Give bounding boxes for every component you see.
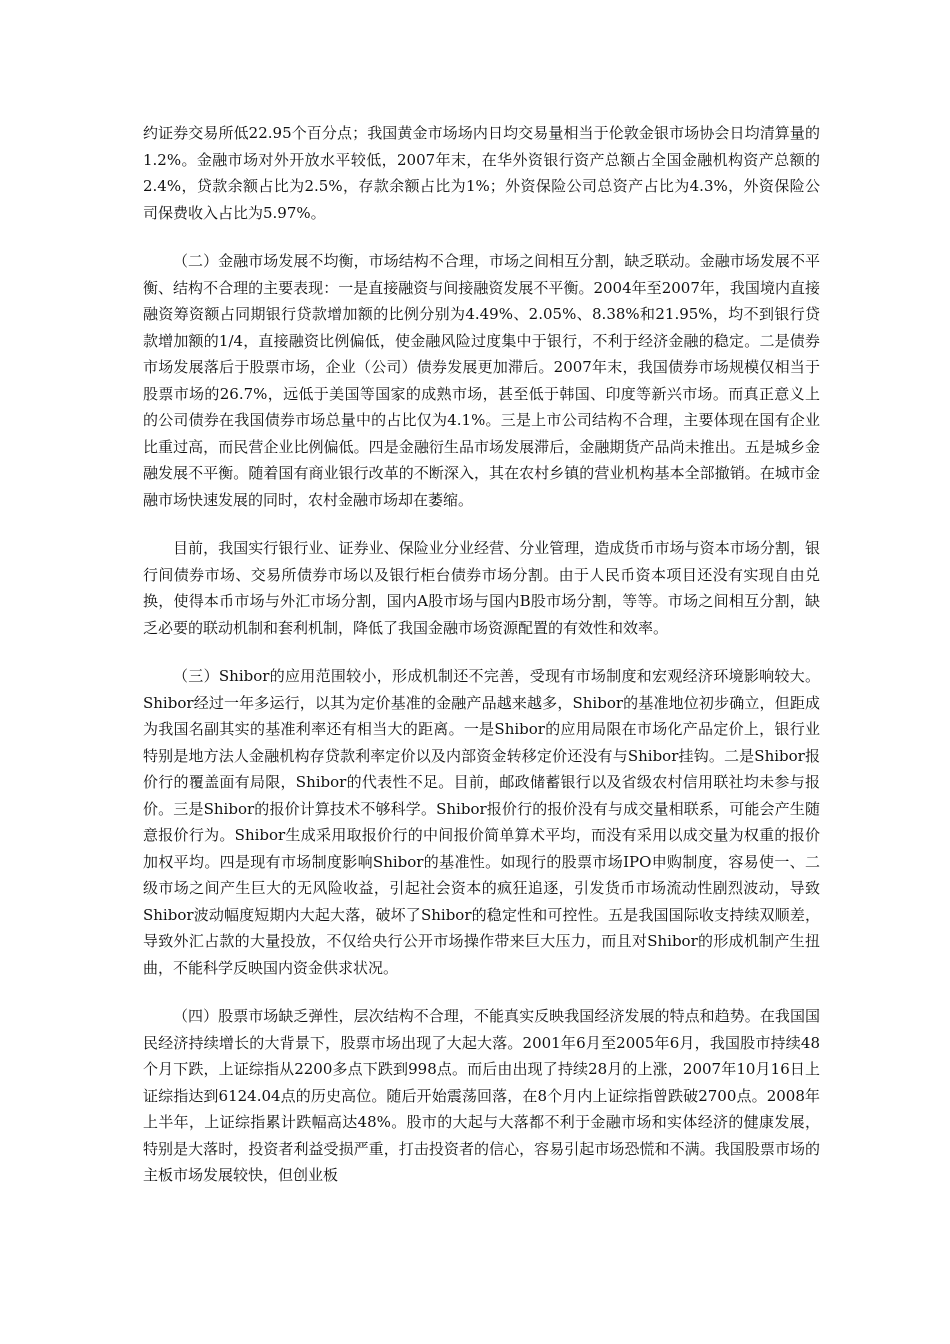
paragraph-market-segmentation: 目前，我国实行银行业、证券业、保险业分业经营、分业管理，造成货币市场与资本市场分割，银行间债券市场、交易所债券市场以及银行柜台债券市场分割。由于人民币资本项目还没有实现自由兑换，使得本币市场与外汇市场分割，国内A股市场与国内B股市场分割，等等。市场之间相互分割，缺乏必要的联动机制和套利机制，降低了我国金融市场资源配置的有效性和效率。 [143,539,820,637]
document-body [143,120,820,1189]
paragraph-foreign-openness: 约证券交易所低22.95个百分点；我国黄金市场场内日均交易量相当于伦敦金银市场协会日均清算量的1.2%。金融市场对外开放水平较低，2007年末，在华外资银行资产总额占全国金融机构资产总额的2.4%，贷款余额占比为2.5%，存款余额占比为1%；外资保险公司总资产占比为4.3%，外资保险公司保费收入占比为5.97%。 [143,124,820,222]
paragraph-stock-market: （四）股票市场缺乏弹性，层次结构不合理，不能真实反映我国经济发展的特点和趋势。在我国国民经济持续增长的大背景下，股票市场出现了大起大落。2001年6月至2005年6月，我国股市持续48个月下跌，上证综指从2200多点下跌到998点。而后由出现了持续28月的上涨，2007年10月16日上证综指达到6124.04点的历史高位。随后开始震荡回落，在8个月内上证综指曾跌破2700点。2008年上半年，上证综指累计跌幅高达48%。股市的大起与大落都不利于金融市场和实体经济的健康发展，特别是大落时，投资者利益受损严重，打击投资者的信心，容易引起市场恐慌和不满。我国股票市场的主板市场发展较快，但创业板 [143,1007,820,1184]
paragraph-shibor: （三）Shibor的应用范围较小，形成机制还不完善，受现有市场制度和宏观经济环境影响较大。Shibor经过一年多运行，以其为定价基准的金融产品越来越多，Shibor的基准地位初步确立，但距成为我国名副其实的基准利率还有相当大的距离。一是Shibor的应用局限在市场化产品定价上，银行业特别是地方法人金融机构存贷款利率定价以及内部资金转移定价还没有与Shibor挂钩。二是Shibor报价行的覆盖面有局限，Shibor的代表性不足。目前，邮政储蓄银行以及省级农村信用联社均未参与报价。三是Shibor的报价计算技术不够科学。Shibor报价行的报价没有与成交量相联系，可能会产生随意报价行为。Shibor生成采用取报价行的中间报价简单算术平均，而没有采用以成交量为权重的报价加权平均。四是现有市场制度影响Shibor的基准性。如现行的股票市场IPO申购制度，容易使一、二级市场之间产生巨大的无风险收益，引起社会资本的疯狂追逐，引发货币市场流动性剧烈波动，导致Shibor波动幅度短期内大起大落，破坏了Shibor的稳定性和可控性。五是我国国际收支持续双顺差，导致外汇占款的大量投放，不仅给央行公开市场操作带来巨大压力，而且对Shibor的形成机制产生扭曲，不能科学反映国内资金供求状况。 [143,667,820,977]
paragraph-market-imbalance: （二）金融市场发展不均衡，市场结构不合理，市场之间相互分割，缺乏联动。金融市场发展不平衡、结构不合理的主要表现：一是直接融资与间接融资发展不平衡。2004年至2007年，我国境内直接融资筹资额占同期银行贷款增加额的比例分别为4.49%、2.05%、8.38%和21.95%，均不到银行贷款增加额的1/4，直接融资比例偏低，使金融风险过度集中于银行，不利于经济金融的稳定。二是债券市场发展落后于股票市场，企业（公司）债券发展更加滞后。2007年末，我国债券市场规模仅相当于股票市场的26.7%，远低于美国等国家的成熟市场，甚至低于韩国、印度等新兴市场。而真正意义上的公司债券在我国债券市场总量中的占比仅为4.1%。三是上市公司结构不合理，主要体现在国有企业比重过高，而民营企业比例偏低。四是金融衍生品市场发展滞后，金融期货产品尚未推出。五是城乡金融发展不平衡。随着国有商业银行改革的不断深入，其在农村乡镇的营业机构基本全部撤销。在城市金融市场快速发展的同时，农村金融市场却在萎缩。 [143,252,820,509]
